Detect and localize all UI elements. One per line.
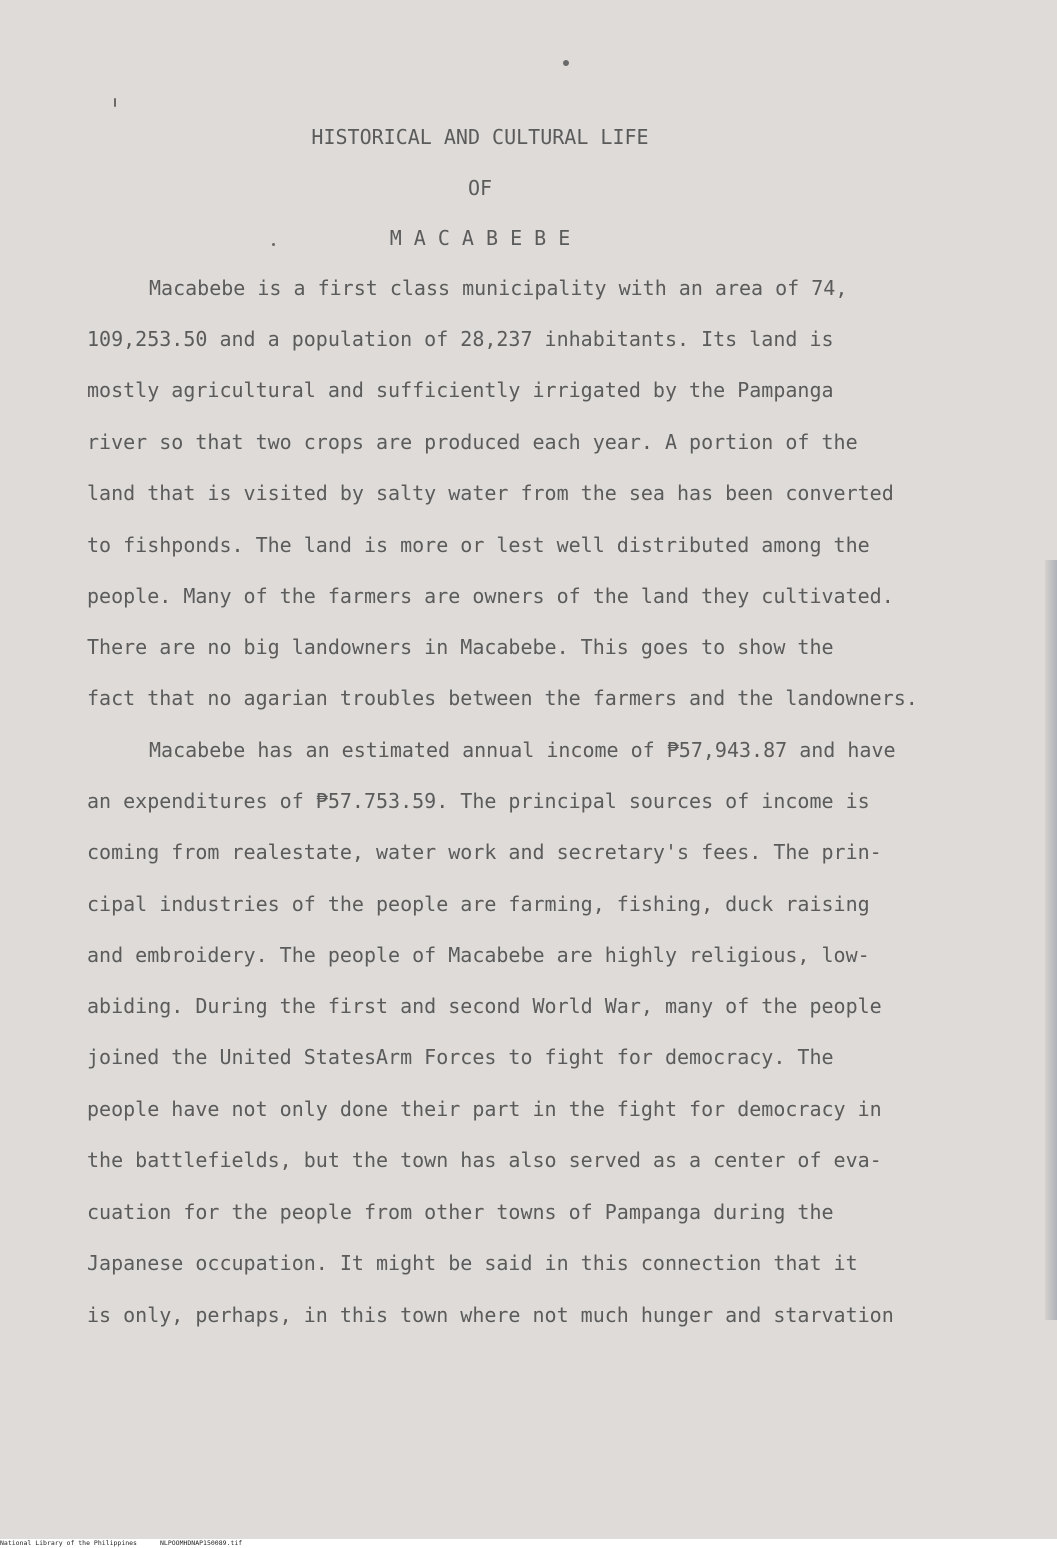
body-line: and embroidery. The people of Macabebe are highly religious, low- bbox=[87, 943, 870, 967]
document-title: HISTORICAL AND CULTURAL LIFE bbox=[311, 125, 649, 149]
body-line: an expenditures of ₱57.753.59. The principal sources of income is bbox=[87, 789, 870, 813]
body-line: coming from realestate, water work and secretary's fees. The prin- bbox=[87, 840, 882, 864]
title-town: M A C A B E B E bbox=[389, 226, 571, 250]
body-line: people have not only done their part in the fight for democracy in bbox=[87, 1097, 882, 1121]
body-line: fact that no agarian troubles between the farmers and the landowners. bbox=[87, 686, 918, 710]
body-line: Macabebe has an estimated annual income of ₱57,943.87 and have bbox=[149, 738, 896, 762]
body-line: people. Many of the farmers are owners of the land they cultivated. bbox=[87, 584, 894, 608]
body-line: Macabebe is a first class municipality with an area of 74, bbox=[149, 276, 848, 300]
body-line: to fishponds. The land is more or lest well distributed among the bbox=[87, 533, 870, 557]
body-line: 109,253.50 and a population of 28,237 inhabitants. Its land is bbox=[87, 327, 834, 351]
ink-speck bbox=[114, 98, 116, 107]
page-edge-shadow bbox=[1045, 560, 1057, 1320]
ink-speck bbox=[563, 60, 569, 66]
body-line: is only, perhaps, in this town where not much hunger and starvation bbox=[87, 1303, 894, 1327]
body-line: joined the United StatesArm Forces to fight for democracy. The bbox=[87, 1045, 834, 1069]
body-line: the battlefields, but the town has also served as a center of eva- bbox=[87, 1148, 882, 1172]
body-line: abiding. During the first and second World War, many of the people bbox=[87, 994, 882, 1018]
body-line: Japanese occupation. It might be said in this connection that it bbox=[87, 1251, 858, 1275]
body-line: cuation for the people from other towns of Pampanga during the bbox=[87, 1200, 834, 1224]
title-of: OF bbox=[467, 176, 493, 200]
footer-library: National Library of the Philippines bbox=[0, 1539, 137, 1547]
body-line: There are no big landowners in Macabebe. This goes to show the bbox=[87, 635, 834, 659]
scan-footer bbox=[0, 1539, 1057, 1548]
footer-filename: NLPOOMHDNAP150089.tif bbox=[160, 1539, 243, 1547]
body-line: mostly agricultural and sufficiently irrigated by the Pampanga bbox=[87, 378, 834, 402]
body-line: land that is visited by salty water from the sea has been converted bbox=[87, 481, 894, 505]
body-line: river so that two crops are produced each year. A portion of the bbox=[87, 430, 858, 454]
body-line: cipal industries of the people are farming, fishing, duck raising bbox=[87, 892, 870, 916]
